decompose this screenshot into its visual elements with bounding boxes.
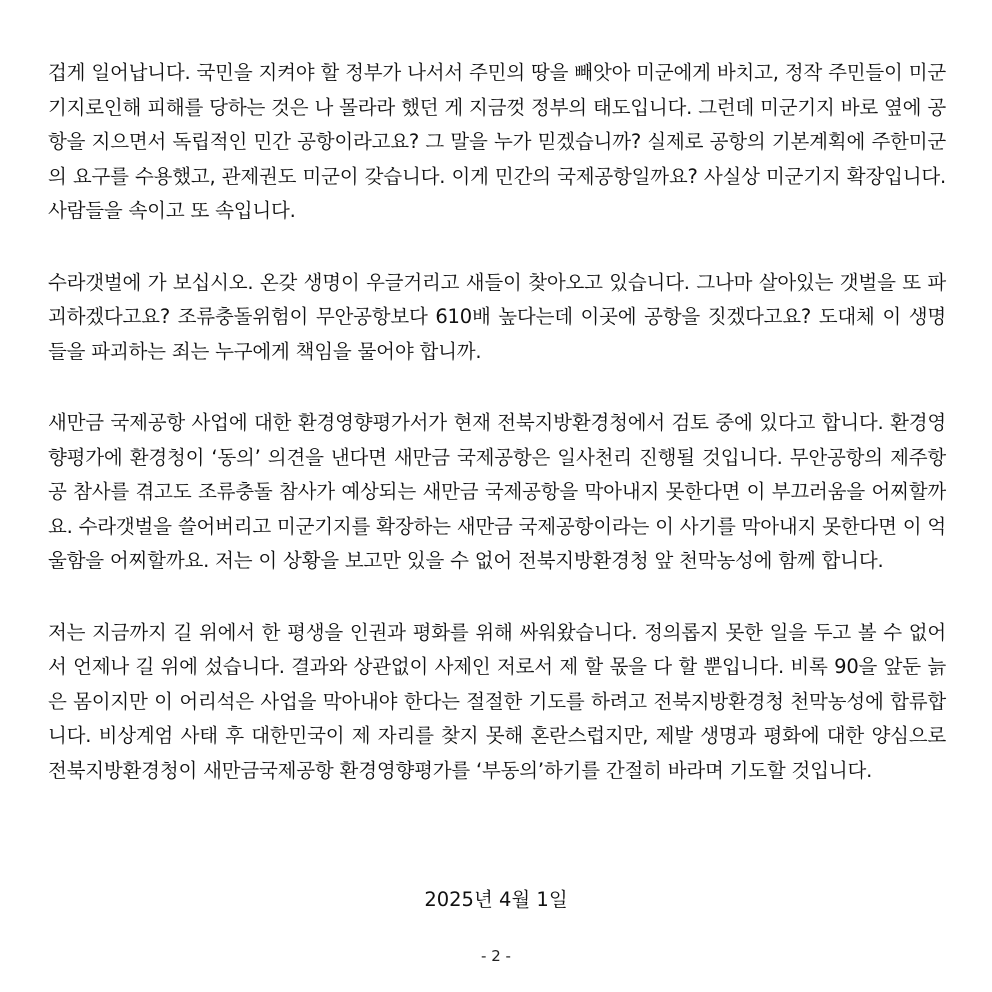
body-paragraph-2: 수라갯벌에 가 보십시오. 온갖 생명이 우글거리고 새들이 찾아오고 있습니다. 그나마 살아있는 갯벌을 또 파괴하겠다고요? 조류충돌위험이 무안공항보다 610배 높다는데 이곳에 공항을 짓겠다고요? 도대체 이 생명들을 파괴하는 죄는 누구에게 책임을 물어야 합니까. bbox=[48, 270, 946, 363]
body-paragraph-1: 겁게 일어납니다. 국민을 지켜야 할 정부가 나서서 주민의 땅을 빼앗아 미군에게 바치고, 정작 주민들이 미군기지로인해 피해를 당하는 것은 나 몰라라 했던 게 지금껏 정부의 태도입니다. 그런데 미군기지 바로 옆에 공항을 지으면서 독립적인 민간 공항이라고요? 그 말을 누가 믿겠습니까? 실제로 공항의 기본계획에 주한미군의 요구를 수용했고, 관제권도 미군이 갖습니다. 이게 민간의 국제공항일까요? 사실상 미군기지 확장입니다. 사람들을 속이고 또 속입니다. bbox=[48, 61, 946, 222]
document-date: 2025년 4월 1일 bbox=[424, 888, 568, 911]
body-paragraph-3: 새만금 국제공항 사업에 대한 환경영향평가서가 현재 전북지방환경청에서 검토 중에 있다고 합니다. 환경영향평가에 환경청이 ‘동의’ 의견을 낸다면 새만금 국제공항은 일사천리 진행될 것입니다. 무안공항의 제주항공 참사를 겪고도 조류충돌 참사가 예상되는 새만금 국제공항을 막아내지 못한다면 이 부끄러움을 어찌할까요. 수라갯벌을 쓸어버리고 미군기지를 확장하는 새만금 국제공항이라는 이 사기를 막아내지 못한다면 이 억울함을 어찌할까요. 저는 이 상황을 보고만 있을 수 없어 전북지방환경청 앞 천막농성에 함께 합니다. bbox=[48, 411, 947, 572]
document-body bbox=[48, 56, 946, 788]
page-number: - 2 - bbox=[481, 947, 511, 965]
body-paragraph-4: 저는 지금까지 길 위에서 한 평생을 인권과 평화를 위해 싸워왔습니다. 정의롭지 못한 일을 두고 볼 수 없어서 언제나 길 위에 섰습니다. 결과와 상관없이 사제인 저로서 제 할 몫을 다 할 뿐입니다. 비록 90을 앞둔 늙은 몸이지만 이 어리석은 사업을 막아내야 한다는 절절한 기도를 하려고 전북지방환경청 천막농성에 합류합니다. 비상계엄 사태 후 대한민국이 제 자리를 찾지 못해 혼란스럽지만, 제발 생명과 평화에 대한 양심으로 전북지방환경청이 새만금국제공항 환경영향평가를 ‘부동의’하기를 간절히 바라며 기도할 것입니다. bbox=[48, 620, 946, 782]
